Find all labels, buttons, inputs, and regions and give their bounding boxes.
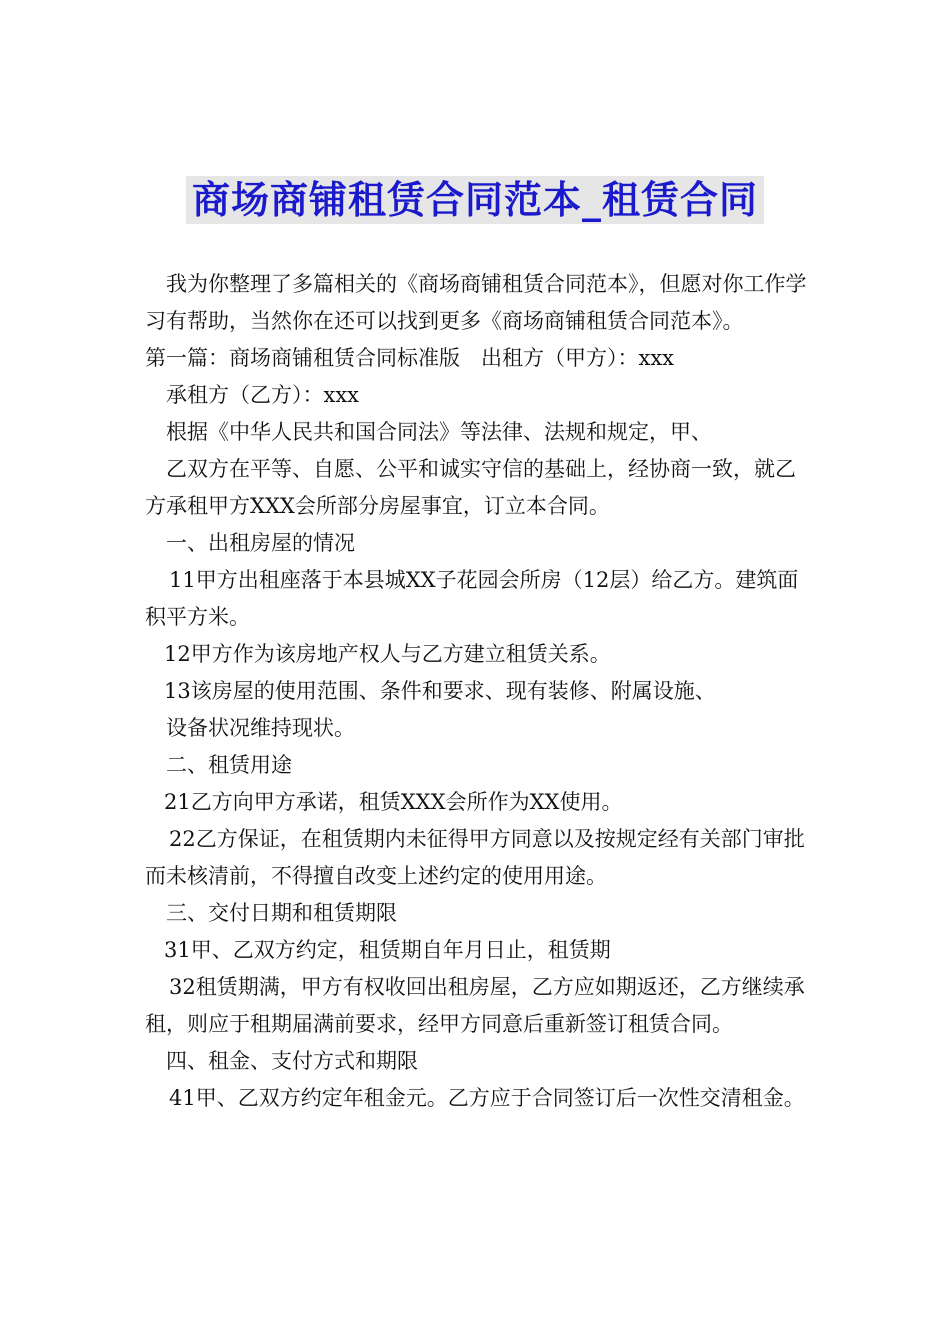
lessee-line: 承租方（乙方）：xxx <box>166 383 360 407</box>
title-container <box>0 176 950 224</box>
clause-1-3-cont: 设备状况维持现状。 <box>166 716 355 740</box>
chapter-heading: 第一篇：商场商铺租赁合同标准版 出租方（甲方）：xxx <box>145 346 675 370</box>
clause-1-1: 11甲方出租座落于本县城XX子花园会所房（12层）给乙方。建筑面积平方米。 <box>145 568 799 629</box>
section-heading-2: 二、租赁用途 <box>166 753 292 777</box>
section-heading-4: 四、租金、支付方式和期限 <box>166 1049 418 1073</box>
clause-2-2: 22乙方保证，在租赁期内未征得甲方同意以及按规定经有关部门审批而未核清前，不得擅自改变上述约定的使用用途。 <box>145 827 805 888</box>
clause-2-1: 21乙方向甲方承诺，租赁XXX会所作为XX使用。 <box>164 790 623 814</box>
intro-paragraph: 我为你整理了多篇相关的《商场商铺租赁合同范本》，但愿对你工作学习有帮助，当然你在还可以找到更多《商场商铺租赁合同范本》。 <box>145 272 807 333</box>
section-heading-3: 三、交付日期和租赁期限 <box>166 901 397 925</box>
clause-1-2: 12甲方作为该房地产权人与乙方建立租赁关系。 <box>164 642 611 666</box>
clause-3-2: 32租赁期满，甲方有权收回出租房屋，乙方应如期返还，乙方继续承租，则应于租期届满前要求，经甲方同意后重新签订租赁合同。 <box>145 975 805 1036</box>
clause-1-3: 13该房屋的使用范围、条件和要求、现有装修、附属设施、 <box>164 679 716 703</box>
document-body <box>145 266 810 1117</box>
section-heading-1: 一、出租房屋的情况 <box>166 531 355 555</box>
basis-line: 根据《中华人民共和国合同法》等法律、法规和规定，甲、 <box>166 420 712 444</box>
clause-3-1: 31甲、乙双方约定，租赁期自年月日止，租赁期 <box>164 938 611 962</box>
document-title: 商场商铺租赁合同范本_租赁合同 <box>186 176 764 224</box>
clause-4-1: 41甲、乙双方约定年租金元。乙方应于合同签订后一次性交清租金。 <box>169 1086 805 1110</box>
agreement-paragraph: 乙双方在平等、自愿、公平和诚实守信的基础上，经协商一致，就乙方承租甲方XXX会所部分房屋事宜，订立本合同。 <box>145 457 796 518</box>
